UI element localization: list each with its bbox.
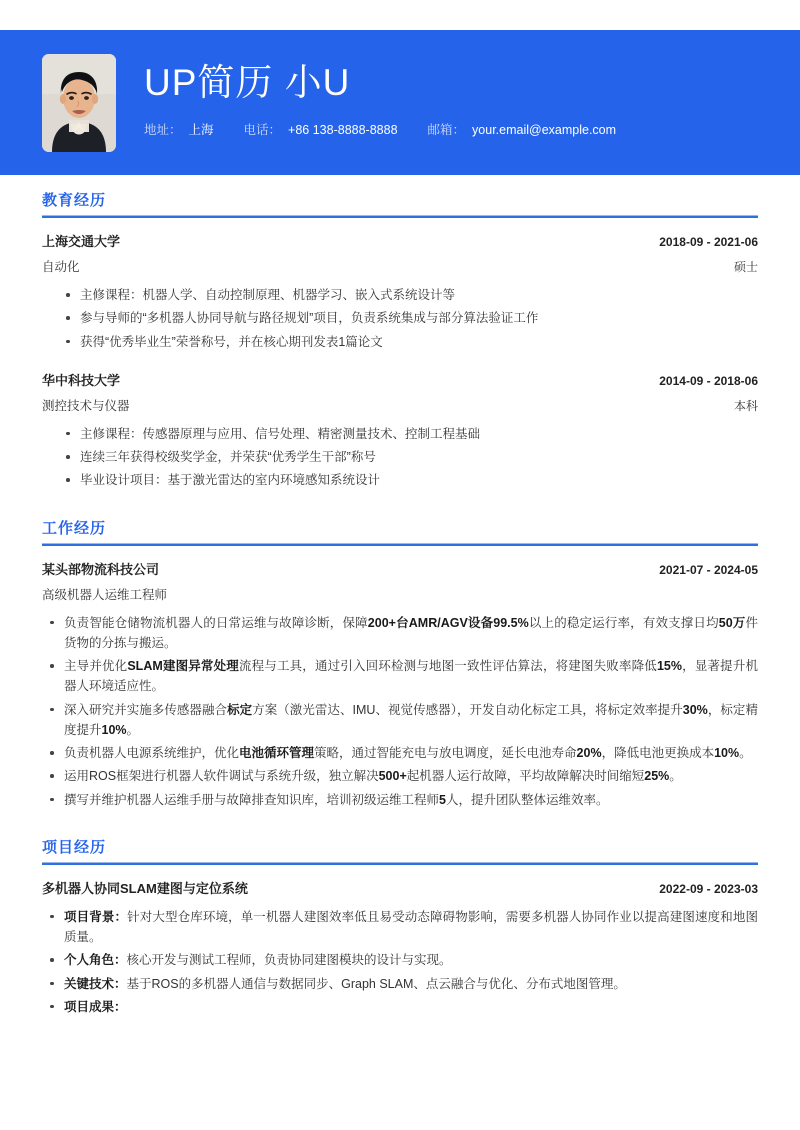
contact-item-email bbox=[428, 120, 617, 138]
header-text-block bbox=[144, 63, 646, 142]
project-date: 2022-09 - 2023-03 bbox=[659, 881, 758, 896]
contact-item-address bbox=[144, 120, 214, 138]
contact-item-phone bbox=[244, 120, 398, 138]
profile-photo bbox=[42, 54, 116, 152]
section-divider bbox=[42, 215, 758, 218]
resume-content bbox=[0, 175, 800, 1030]
list-item: 项目成果： bbox=[46, 997, 758, 1017]
major: 自动化 bbox=[42, 260, 80, 274]
section-title-project: 项目经历 bbox=[42, 838, 107, 856]
list-item: 主修课程：机器人学、自动控制原理、机器学习、嵌入式系统设计等 bbox=[62, 285, 758, 305]
phone-label: 电话： bbox=[243, 122, 282, 137]
section-divider bbox=[42, 862, 758, 865]
resume-header bbox=[0, 30, 800, 175]
phone-value: +86 138-8888-8888 bbox=[288, 122, 398, 137]
school-name: 上海交通大学 bbox=[42, 234, 121, 249]
education-bullets bbox=[42, 285, 758, 352]
list-item: 参与导师的“多机器人协同导航与路径规划”项目，负责系统集成与部分算法验证工作 bbox=[62, 308, 758, 328]
work-entry-subheader bbox=[42, 585, 758, 603]
education-entry bbox=[42, 231, 758, 352]
list-item: 负责机器人电源系统维护，优化电池循环管理策略，通过智能充电与放电调度，延长电池寿命20%，降低电池更换成本10%。 bbox=[46, 743, 758, 763]
list-item: 连续三年获得校级奖学金，并荣获“优秀学生干部”称号 bbox=[62, 447, 758, 467]
address-label: 地址： bbox=[144, 122, 182, 137]
education-entry-subheader bbox=[42, 396, 758, 414]
work-bullets bbox=[42, 613, 758, 810]
list-item: 运用ROS框架进行机器人软件调试与系统升级，独立解决500+起机器人运行故障，平均故障解决时间缩短25%。 bbox=[46, 766, 758, 786]
portrait-illustration bbox=[42, 54, 116, 152]
education-bullets bbox=[42, 424, 758, 491]
project-name: 多机器人协同SLAM建图与定位系统 bbox=[42, 880, 248, 896]
email-value: your.email@example.com bbox=[472, 122, 617, 137]
list-item: 项目背景：针对大型仓库环境，单一机器人建图效率低且易受动态障碍物影响，需要多机器人协同作业以提高建图速度和地图质量。 bbox=[46, 907, 758, 948]
list-item: 主导并优化SLAM建图异常处理流程与工具，通过引入回环检测与地图一致性评估算法，将建图失败率降低15%，显著提升机器人环境适应性。 bbox=[46, 656, 758, 697]
education-date: 2018-09 - 2021-06 bbox=[659, 235, 758, 249]
education-entry-header bbox=[42, 231, 758, 250]
address-value: 上海 bbox=[188, 122, 214, 137]
work-date: 2021-07 - 2024-05 bbox=[659, 562, 758, 577]
section-education bbox=[0, 189, 800, 491]
education-entry bbox=[42, 370, 758, 491]
project-entry-header bbox=[42, 878, 758, 897]
list-item: 主修课程：传感器原理与应用、信号处理、精密测量技术、控制工程基础 bbox=[62, 424, 758, 444]
education-entry-subheader bbox=[42, 257, 758, 275]
section-work bbox=[0, 517, 800, 810]
list-item: 获得“优秀毕业生”荣誉称号，并在核心期刊发表1篇论文 bbox=[62, 332, 758, 352]
degree: 硕士 bbox=[733, 260, 758, 274]
degree: 本科 bbox=[733, 398, 758, 413]
list-item: 负责智能仓储物流机器人的日常运维与故障诊断，保障200+台AMR/AGV设备99.5%以上的稳定运行率，有效支撑日均50万件货物的分拣与搬运。 bbox=[46, 613, 758, 654]
section-divider bbox=[42, 543, 758, 546]
work-entry bbox=[42, 559, 758, 810]
list-item: 个人角色：核心开发与测试工程师，负责协同建图模块的设计与实现。 bbox=[46, 950, 758, 970]
project-bullets bbox=[42, 907, 758, 1017]
contact-line bbox=[144, 120, 646, 138]
section-title-work: 工作经历 bbox=[42, 519, 107, 537]
list-item: 撰写并维护机器人运维手册与故障排查知识库，培训初级运维工程师5人，提升团队整体运维效率。 bbox=[46, 790, 758, 810]
work-entry-header bbox=[42, 559, 758, 578]
list-item: 关键技术：基于ROS的多机器人通信与数据同步、Graph SLAM、点云融合与优化、分布式地图管理。 bbox=[46, 974, 758, 994]
list-item: 深入研究并实施多传感器融合标定方案（激光雷达、IMU、视觉传感器），开发自动化标定工具，将标定效率提升30%，标定精度提升10%。 bbox=[46, 700, 758, 741]
company-name: 某头部物流科技公司 bbox=[42, 561, 160, 577]
section-project bbox=[0, 836, 800, 1017]
list-item: 毕业设计项目：基于激光雷达的室内环境感知系统设计 bbox=[62, 470, 758, 490]
section-title-education: 教育经历 bbox=[42, 192, 107, 209]
school-name: 华中科技大学 bbox=[42, 372, 121, 388]
email-label: 邮箱： bbox=[427, 122, 466, 137]
education-entry-header bbox=[42, 370, 758, 389]
project-entry bbox=[42, 878, 758, 1017]
education-date: 2014-09 - 2018-06 bbox=[659, 373, 758, 388]
major: 测控技术与仪器 bbox=[42, 398, 130, 413]
job-title: 高级机器人运维工程师 bbox=[42, 587, 168, 602]
resume-name: UP简历 小U bbox=[144, 62, 351, 104]
